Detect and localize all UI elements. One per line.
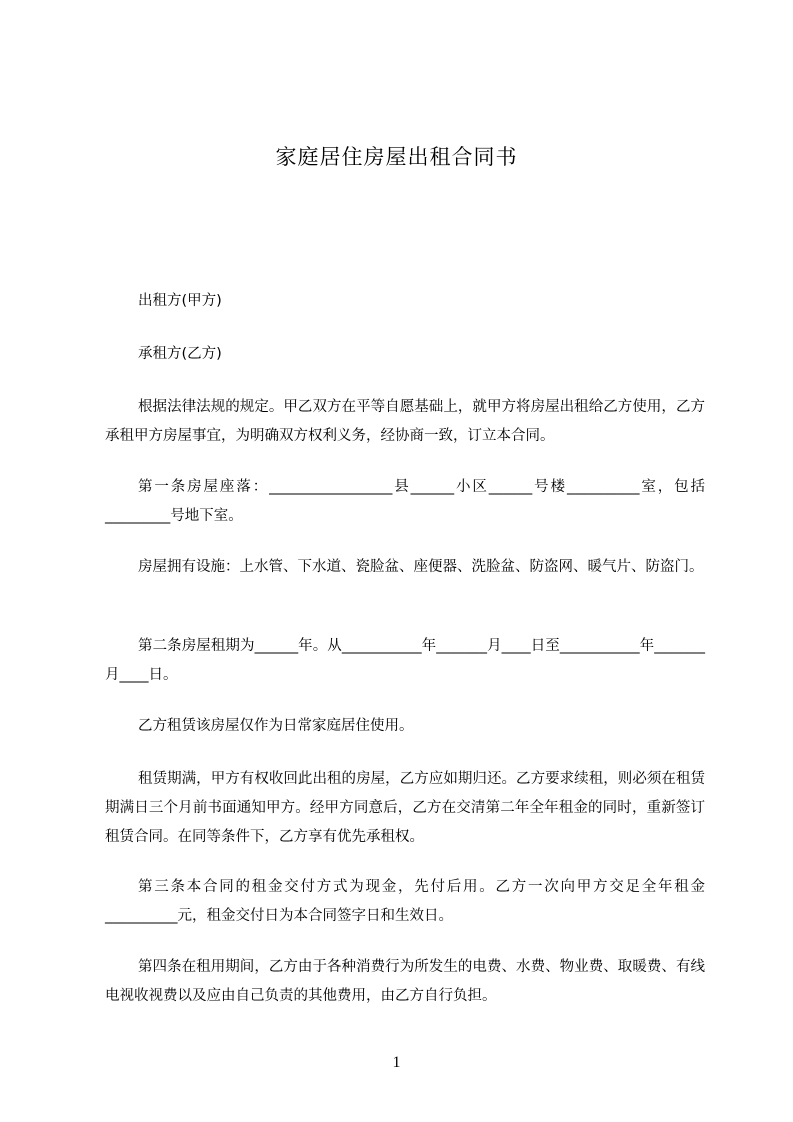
paragraph-usage: 乙方租赁该房屋仅作为日常家庭居住使用。 bbox=[138, 718, 414, 734]
document-title: 家庭居住房屋出租合同书 bbox=[275, 145, 518, 169]
paragraph-renewal: 租赁期满，甲方有权收回此出租的房屋，乙方应如期归还。乙方要求续租，则必须在租赁期满日三个月前书面通知甲方。经甲方同意后，乙方在交清第二年全年租金的同时，重新签订租赁合同。在同等条件下，乙方享有优先承租权。 bbox=[105, 771, 705, 845]
page-number: 1 bbox=[392, 1054, 401, 1071]
paragraph-article-2-term: 第二条房屋租期为______年。从___________年_______月____日至___________年_______月____日。 bbox=[105, 638, 705, 683]
paragraph-article-1-location: 第一条房屋座落：_________________县______小区______号楼__________室，包括_________号地下室。 bbox=[105, 479, 705, 524]
paragraph-lessee: 承租方(乙方) bbox=[138, 346, 222, 362]
paragraph-article-4-fees: 第四条在租用期间，乙方由于各种消费行为所发生的电费、水费、物业费、取暖费、有线电视收视费以及应由自己负责的其他费用，由乙方自行负担。 bbox=[105, 959, 705, 1004]
paragraph-preamble: 根据法律法规的规定。甲乙双方在平等自愿基础上，就甲方将房屋出租给乙方使用，乙方承租甲方房屋事宜，为明确双方权利义务，经协商一致，订立本合同。 bbox=[105, 399, 705, 444]
paragraph-facilities: 房屋拥有设施：上水管、下水道、瓷脸盆、座便器、洗脸盆、防盗网、暖气片、防盗门。 bbox=[138, 559, 704, 575]
paragraph-article-3-rent: 第三条本合同的租金交付方式为现金，先付后用。乙方一次向甲方交足全年租金__________元，租金交付日为本合同签字日和生效日。 bbox=[105, 879, 705, 924]
paragraph-lessor: 出租方(甲方) bbox=[138, 293, 222, 309]
